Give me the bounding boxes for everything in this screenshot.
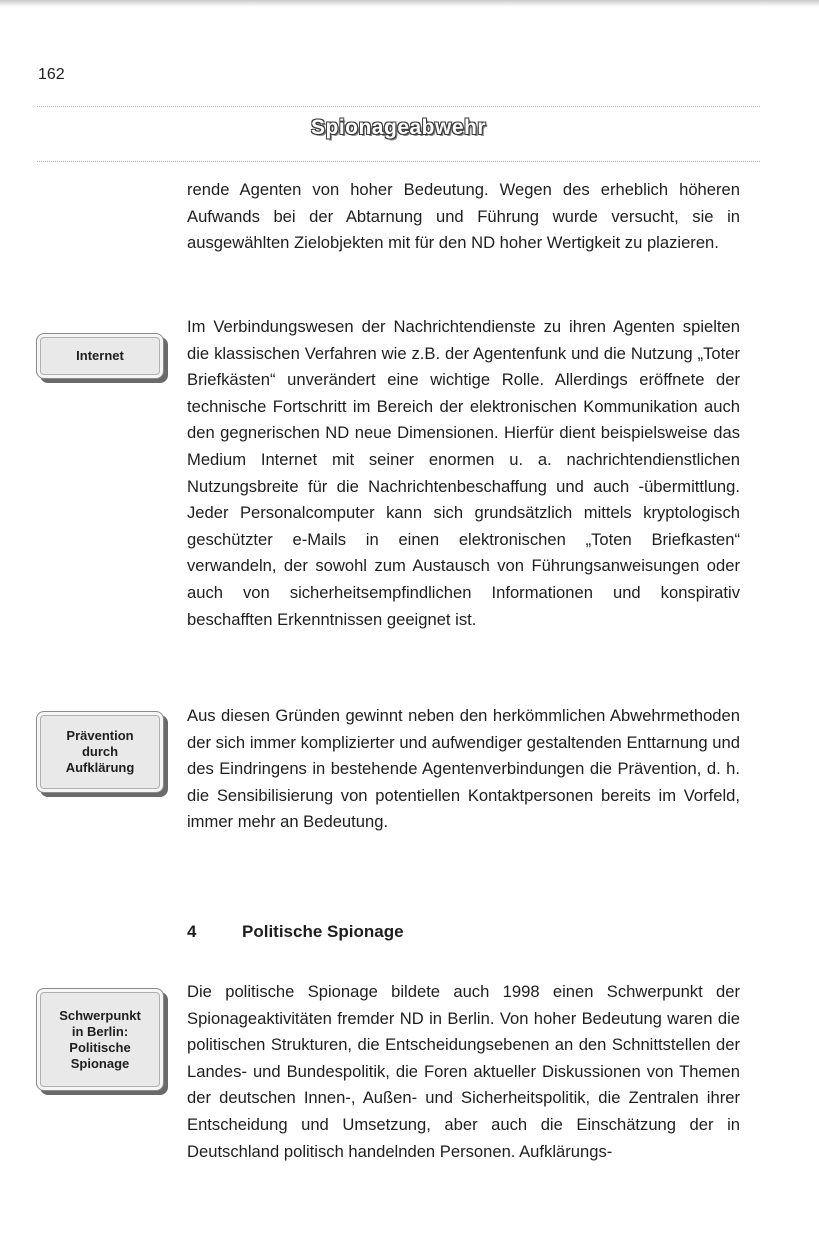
section-title: Politische Spionage <box>242 922 404 941</box>
paragraph-2: Im Verbindungswesen der Nachrichtendienste zu ihren Agenten spielten die klassischen Verfahren wie z.B. der Agentenfunk und die Nutzung „Toter Briefkästen“ unverändert eine wichtige Rolle. Allerdings eröffnete der technische Fortschritt im Bereich der elektronischen Kommunikation auch den gegnerischen ND neue Dimensionen. Hierfür dient beispielsweise das Medium Internet mit seiner enormen u. a. nachrichtendienstlichen Nutzungsbreite für die Nachrichtenbeschaffung und auch -übermittlung. Jeder Personalcomputer kann sich grundsätzlich mittels kryptologisch geschützter e-Mails in einen elektronischen „Toten Briefkasten“ verwandeln, der sowohl zum Austausch von Führungsanweisungen oder auch von sicherheitsempfindlichen Informationen und konspirativ beschafften Erkenntnissen geeignet ist. <box>187 317 740 629</box>
paragraph-1: rende Agenten von hoher Bedeutung. Wegen des erheblich höheren Aufwands bei der Abtarnung und Führung wurde versucht, sie in ausgewählten Zielobjekten mit für den ND hoher Wertigkeit zu plazieren. <box>187 180 740 253</box>
margin-note-praevention: Prävention durch Aufklärung <box>36 711 164 793</box>
margin-note-schwerpunkt: Schwerpunkt in Berlin: Politische Spionage <box>36 988 164 1091</box>
header-rule-bottom <box>37 161 760 162</box>
page-number: 162 <box>38 66 65 83</box>
section-heading <box>187 922 404 942</box>
paragraph-3: Aus diesen Gründen gewinnt neben den herkömmlichen Abwehrmethoden der sich immer komplizierter und aufwendiger gestaltenden Enttarnung und des Eindringens in bestehende Agentenverbindungen die Prävention, d. h. die Sensibilisierung von potentiellen Kontaktpersonen bereits im Vorfeld, immer mehr an Bedeutung. <box>187 706 740 832</box>
running-header-title: Spionageabwehr <box>310 116 487 139</box>
header-rule-top <box>37 106 760 107</box>
section-number: 4 <box>187 922 197 941</box>
margin-note-internet: Internet <box>36 333 164 379</box>
paragraph-5: Die politische Spionage bildete auch 1998 einen Schwerpunkt der Spionageaktivitäten fremder ND in Berlin. Von hoher Bedeutung waren die politischen Strukturen, die Entscheidungsebenen an den Schnittstellen der Landes- und Bundespolitik, die Foren aktueller Diskussionen von Themen der deutschen Innen-, Außen- und Sicherheitspolitik, die Zentralen ihrer Entscheidung und Umsetzung, aber auch die Einschätzung der in Deutschland politisch handelnden Personen. Aufklärungs- <box>187 982 740 1161</box>
scan-edge <box>0 0 819 7</box>
